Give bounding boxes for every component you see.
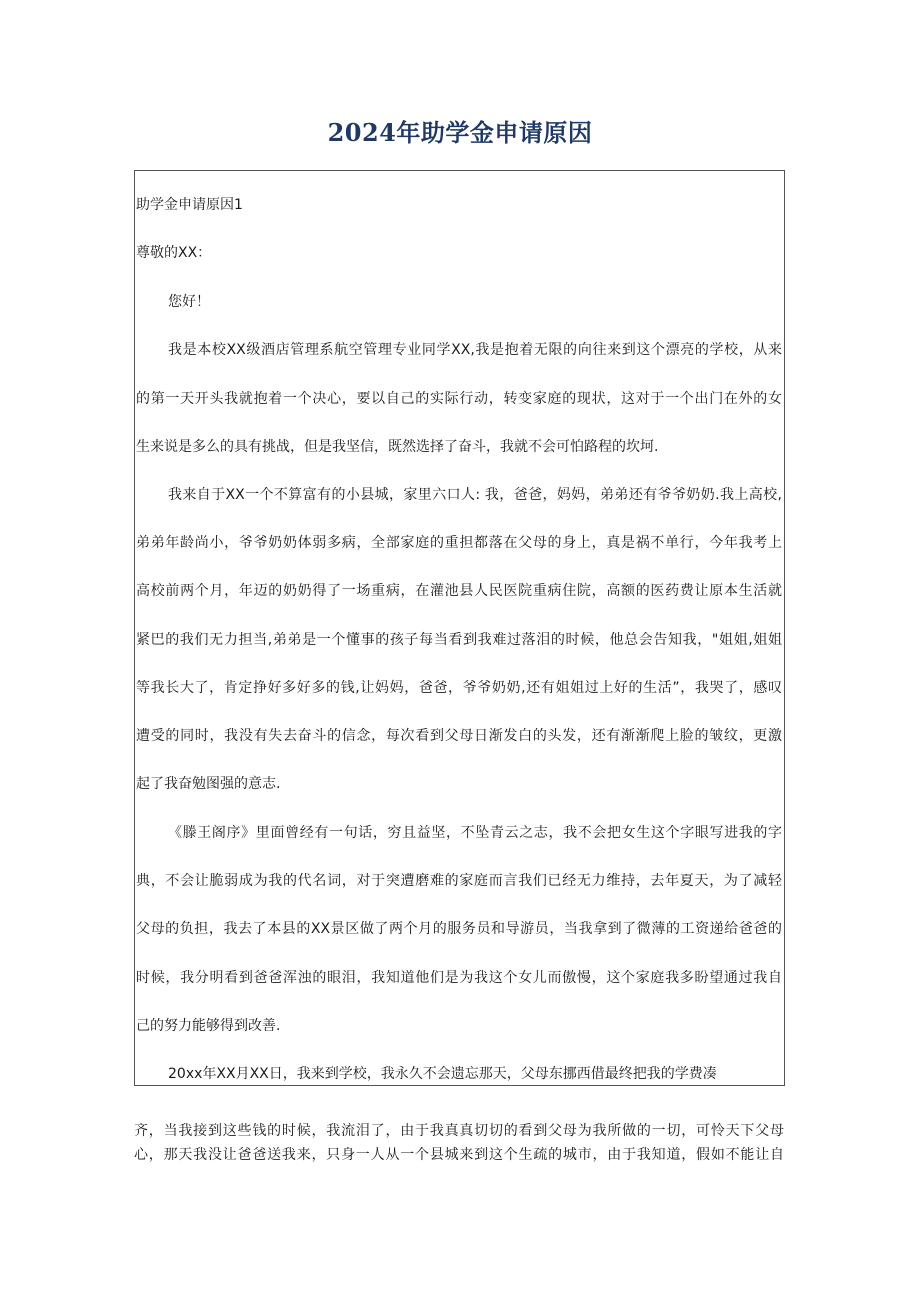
greeting: 您好！ xyxy=(168,294,210,310)
paragraph-line: 遭受的同时，我没有失去奋斗的信念，每次看到父母日渐发白的头发，还有渐渐爬上脸的皱纹，更激 xyxy=(136,728,782,744)
paragraph-line: 时候，我分明看到爸爸浑浊的眼泪，我知道他们是为我这个女儿而傲慢，这个家庭我多盼望通过我自 xyxy=(136,970,782,986)
paragraph-line: 起了我奋勉图强的意志. xyxy=(136,776,281,792)
paragraph-line: 己的努力能够得到改善. xyxy=(136,1018,281,1034)
paragraph-line: 生来说是多么的具有挑战，但是我坚信，既然选择了奋斗，我就不会可怕路程的坎坷. xyxy=(136,439,659,455)
document-title: 2024年助学金申请原因 xyxy=(327,118,593,147)
paragraph-line: 齐，当我接到这些钱的时候，我流泪了，由于我真真切切的看到父母为我所做的一切，可怜天下父母 xyxy=(134,1123,784,1139)
paragraph-line: 弟弟年龄尚小，爷爷奶奶体弱多病，全部家庭的重担都落在父母的身上，真是祸不单行，今年我考上 xyxy=(136,535,782,551)
paragraph-line: 我是本校XX级酒店管理系航空管理专业同学XX,我是抱着无限的向往来到这个漂亮的学校，从来 xyxy=(168,342,782,358)
paragraph-line: 典，不会让脆弱成为我的代名词，对于突遭磨难的家庭而言我们已经无力维持，去年夏天，为了减轻 xyxy=(136,873,782,889)
paragraph-line: 我来自于XX一个不算富有的小县城，家里六口人: 我，爸爸，妈妈，弟弟还有爷爷奶奶.我上高校, xyxy=(168,487,782,503)
paragraph-line: 《滕王阁序》里面曾经有一句话，穷且益坚，不坠青云之志，我不会把女生这个字眼写进我的字 xyxy=(168,825,782,841)
section-heading: 助学金申请原因1 xyxy=(136,197,243,213)
salutation: 尊敬的XX： xyxy=(136,245,212,261)
paragraph-line: 等我长大了，肯定挣好多好多的钱,让妈妈，爸爸，爷爷奶奶,还有姐姐过上好的生活”，我哭了，感叹 xyxy=(136,680,782,696)
paragraph-line: 高校前两个月，年迈的奶奶得了一场重病，在灌池县人民医院重病住院，高额的医药费让原本生活就 xyxy=(136,583,782,599)
paragraph-line: 紧巴的我们无力担当,弟弟是一个懂事的孩子每当看到我难过落泪的时候，他总会告知我，"姐姐,姐姐 xyxy=(136,632,782,648)
paragraph-line: 心，那天我没让爸爸送我来，只身一人从一个县城来到这个生疏的城市，由于我知道，假如不能让自 xyxy=(134,1147,784,1163)
paragraph-line: 的第一天开头我就抱着一个决心，要以自己的实际行动，转变家庭的现状，这对于一个出门在外的女 xyxy=(136,391,782,407)
paragraph-line: 父母的负担，我去了本县的XX景区做了两个月的服务员和导游员，当我拿到了微薄的工资递给爸爸的 xyxy=(136,921,782,937)
content-box xyxy=(134,170,785,1086)
paragraph-line: 20xx年XX月XX日，我来到学校，我永久不会遗忘那天，父母东挪西借最终把我的学费凑 xyxy=(168,1066,717,1082)
